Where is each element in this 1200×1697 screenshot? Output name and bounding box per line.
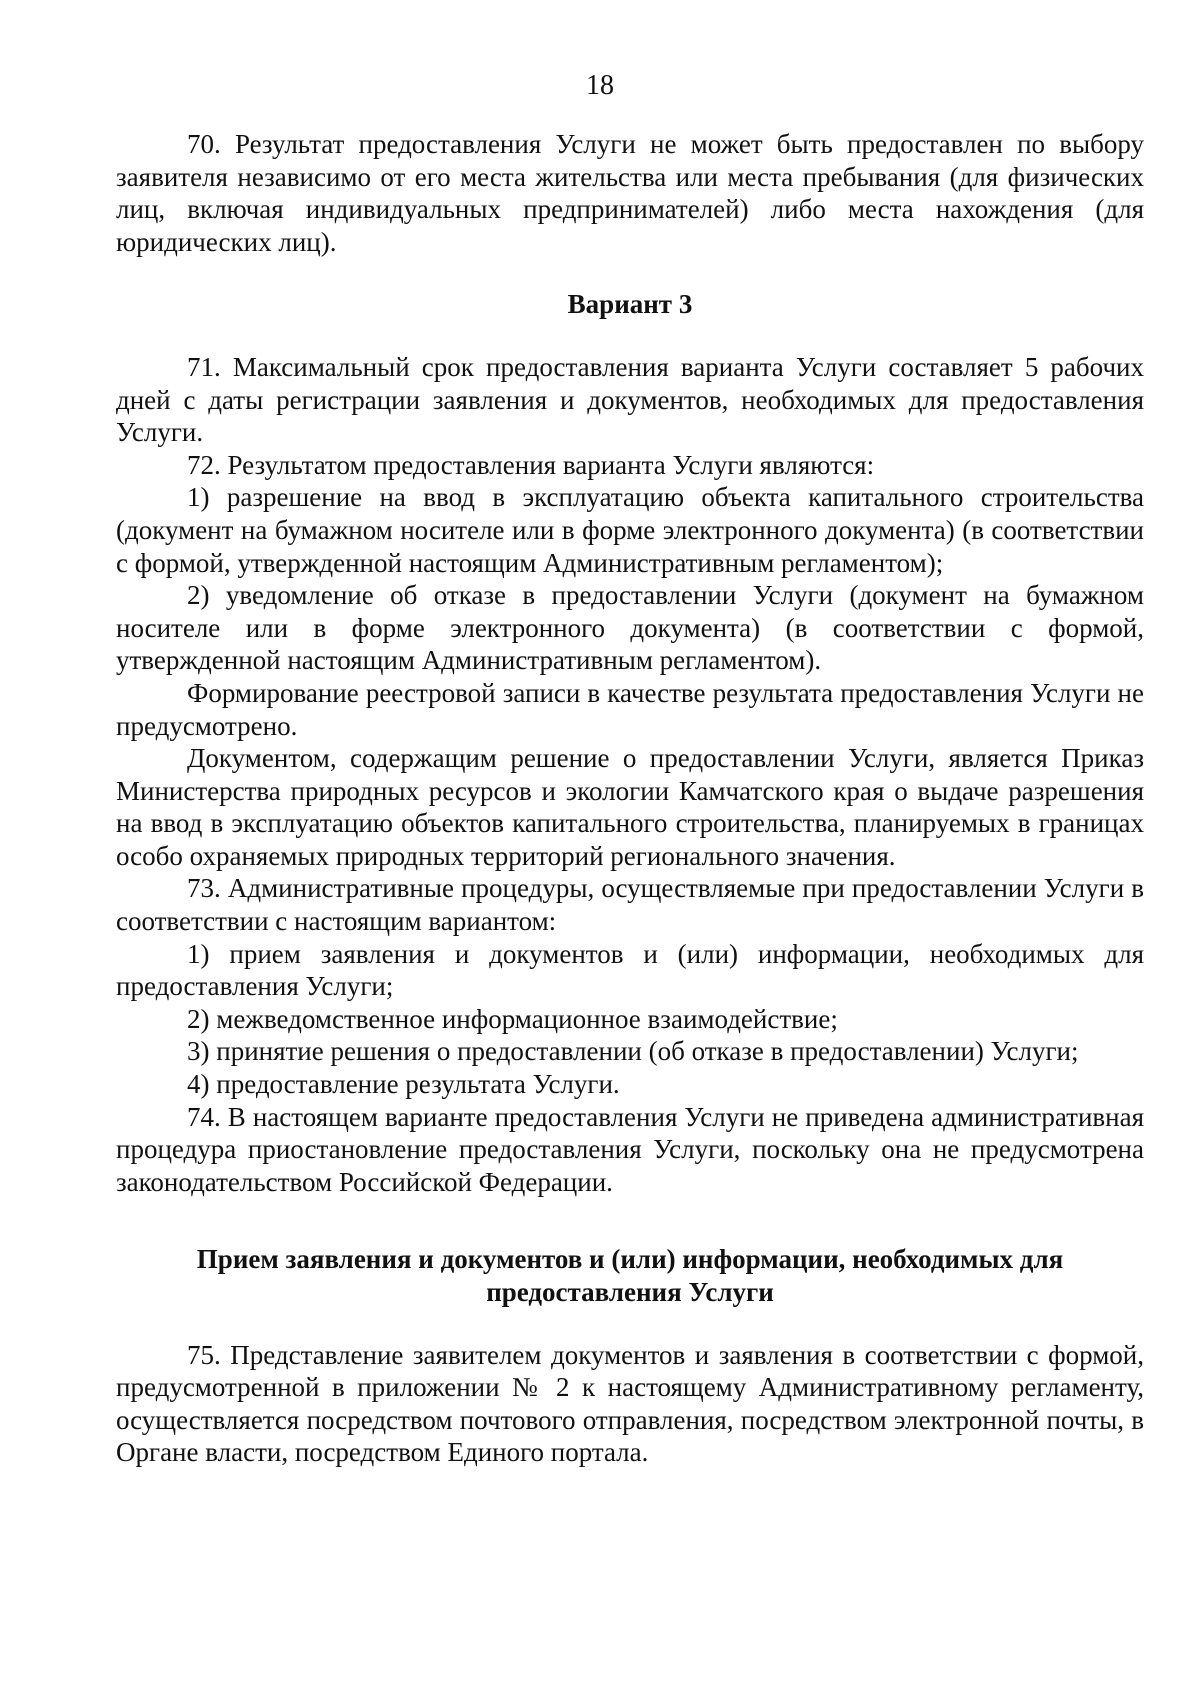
paragraph-71: 71. Максимальный срок предоставления варианта Услуги составляет 5 рабочих дней с даты регистрации заявления и документов, необходимых для предоставления Услуги.: [116, 351, 1144, 448]
paragraph-decision-document: Документом, содержащим решение о предоставлении Услуги, является Приказ Министерства природных ресурсов и экологии Камчатского края о выдаче разрешения на ввод в эксплуатацию объектов капитального строительства, планируемых в границах особо охраняемых природных территорий регионального значения.: [116, 743, 1144, 871]
heading-application-intake: Прием заявления и документов и (или) информации, необходимых для предоставления Услуги: [196, 1244, 1064, 1307]
page-number: 18: [586, 70, 614, 101]
paragraph-73-item-4: 4) предоставление результата Услуги.: [187, 1069, 620, 1100]
heading-variant-3: Вариант 3: [567, 289, 693, 320]
paragraph-75: 75. Представление заявителем документов и заявления в соответствии с формой, предусмотренной в приложении № 2 к настоящему Административному регламенту, осуществляется посредством почтового отправления, посредством электронной почты, в Органе власти, посредством Единого портала.: [116, 1339, 1144, 1468]
paragraph-70: 70. Результат предоставления Услуги не может быть предоставлен по выбору заявителя независимо от его места жительства или места пребывания (для физических лиц, включая индивидуальных предпринимателей) либо места нахождения (для юридических лиц).: [116, 129, 1144, 257]
document-body: [116, 128, 1144, 1469]
paragraph-73: 73. Административные процедуры, осуществляемые при предоставлении Услуги в соответствии с настоящим вариантом:: [116, 873, 1144, 937]
paragraph-registry-record: Формирование реестровой записи в качестве результата предоставления Услуги не предусмотрено.: [116, 677, 1144, 741]
paragraph-72-item-2: 2) уведомление об отказе в предоставлении Услуги (документ на бумажном носителе или в форме электронного документа) (в соответствии с формой, утвержденной настоящим Административным регламентом).: [116, 580, 1144, 676]
paragraph-73-item-1: 1) прием заявления и документов и (или) информации, необходимых для предоставления Услуги;: [116, 938, 1144, 1002]
paragraph-72: 72. Результатом предоставления варианта Услуги являются:: [187, 449, 875, 480]
paragraph-74: 74. В настоящем варианте предоставления Услуги не приведена административная процедура приостановление предоставления Услуги, поскольку она не предусмотрена законодательством Российской Федерации.: [116, 1101, 1144, 1197]
paragraph-73-item-2: 2) межведомственное информационное взаимодействие;: [187, 1003, 838, 1034]
paragraph-73-item-3: 3) принятие решения о предоставлении (об отказе в предоставлении) Услуги;: [187, 1036, 1079, 1067]
paragraph-72-item-1: 1) разрешение на ввод в эксплуатацию объекта капитального строительства (документ на бумажном носителе или в форме электронного документа) (в соответствии с формой, утвержденной настоящим Административным регламентом);: [116, 482, 1144, 578]
